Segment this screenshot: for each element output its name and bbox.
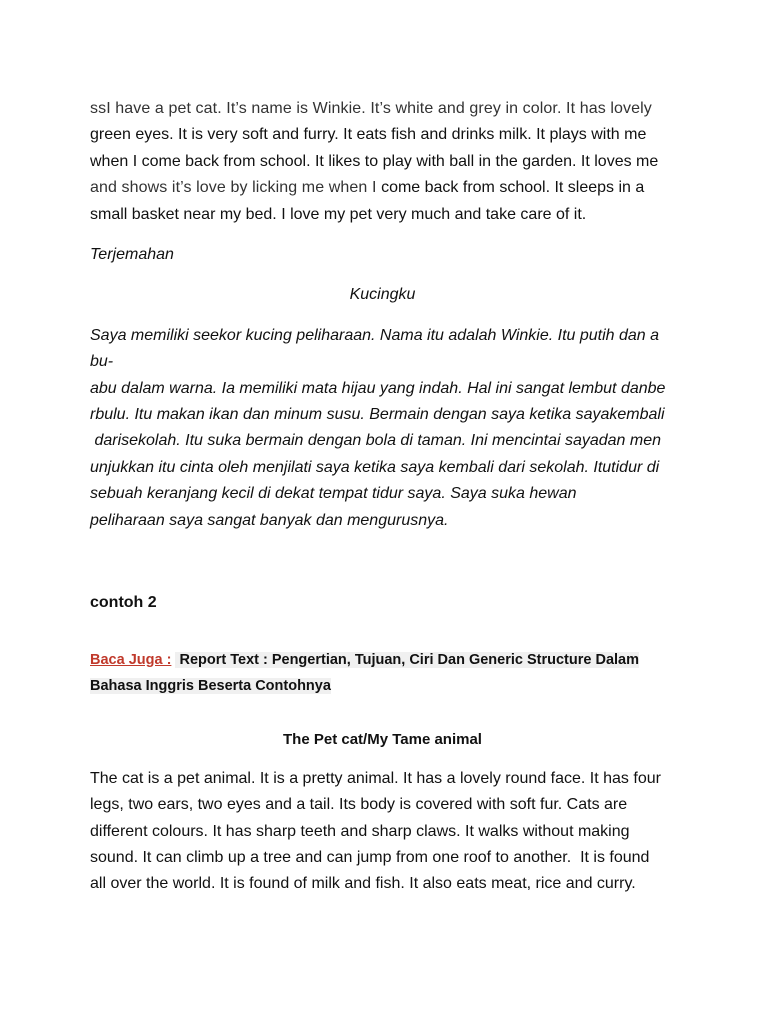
paragraph-line: darisekolah. Itu suka bermain dengan bola di taman. Ini mencintai sayadan men [90,432,662,450]
paragraph-text: ssI have a pet cat. It’s name is Winkie. It’s white and grey in color. It has lovely [90,100,652,117]
indonesian-paragraph [90,323,690,534]
paragraph-line: sebuah keranjang kecil di dekat tempat tidur saya. Saya suka hewan [90,485,577,503]
read-also-block [90,647,690,700]
paragraph-line: when I come back from school. It likes to play with ball in the garden. It loves me [90,152,659,170]
paragraph-line: green eyes. It is very soft and furry. It eats fish and drinks milk. It plays with me [90,126,647,144]
paragraph-line: different colours. It has sharp teeth and sharp claws. It walks without making [90,822,630,840]
read-also-line [90,647,690,673]
paragraph-line: legs, two ears, two eyes and a tail. Its body is covered with soft fur. Cats are [90,796,628,814]
translation-label: Terjemahan [90,246,174,264]
paragraph-line: all over the world. It is found of milk and fish. It also eats meat, rice and curry. [90,875,636,893]
paragraph-line: peliharaan saya sangat banyak dan mengurusnya. [90,511,449,529]
paragraph-line: sound. It can climb up a tree and can jump from one roof to another. It is found [90,848,650,866]
english-paragraph-1 [90,96,690,228]
english-paragraph-2 [90,766,690,898]
read-also-label[interactable]: Baca Juga : [90,651,172,668]
paragraph-line: Saya memiliki seekor kucing peliharaan. Nama itu adalah Winkie. Itu putih dan a [90,326,660,344]
paragraph-line: abu dalam warna. Ia memiliki mata hijau yang indah. Hal ini sangat lembut danbe [90,379,666,397]
section-title: The Pet cat/My Tame animal [283,731,482,749]
translation-title: Kucingku [349,286,416,304]
paragraph-line [90,175,690,201]
paragraph-text: come back from school. It sleeps in a [381,179,645,197]
paragraph-text: and shows it’s love by licking me when I [90,179,382,197]
paragraph-line: The cat is a pet animal. It is a pretty animal. It has a lovely round face. It has four [90,769,661,787]
read-also-link[interactable]: Report Text : Pengertian, Tujuan, Ciri Dan Generic Structure Dalam [179,651,639,668]
read-also-line [90,673,690,699]
paragraph-line: small basket near my bed. I love my pet very much and take care of it. [90,205,587,223]
paragraph-line: unjukkan itu cinta oleh menjilati saya ketika saya kembali dari sekolah. Itutidur di [90,458,660,476]
paragraph-line [90,96,690,122]
read-also-link[interactable]: Bahasa Inggris Beserta Contohnya [90,677,331,694]
example-heading: contoh 2 [90,594,157,612]
paragraph-line: rbulu. Itu makan ikan dan minum susu. Bermain dengan saya ketika sayakembali [90,406,665,424]
document-page [90,96,690,898]
paragraph-line: bu- [90,353,114,371]
